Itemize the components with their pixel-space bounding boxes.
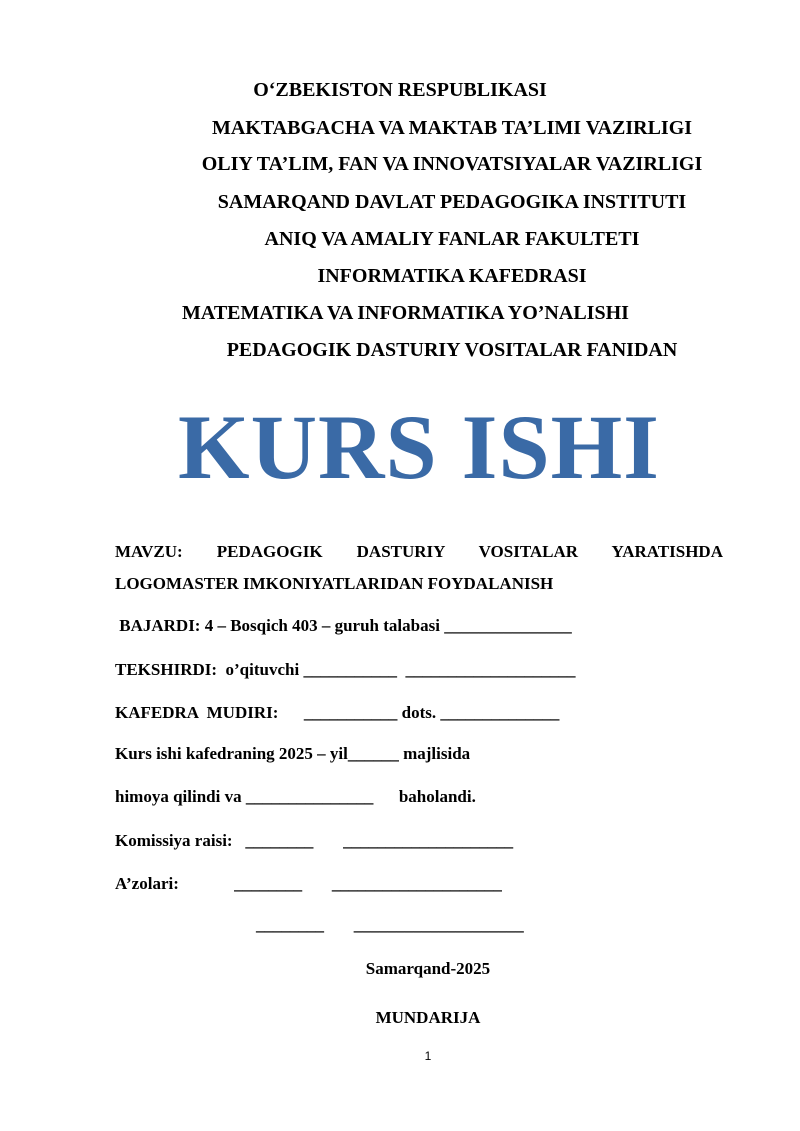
defense-line: himoya qilindi va _______________ baholandi. [115, 787, 476, 806]
header-republic: O‘ZBEKISTON RESPUBLIKASI [253, 79, 547, 101]
meeting-line: Kurs ishi kafedraning 2025 – yil______ majlisida [115, 744, 471, 763]
header-ministry-higher-ed: OLIY TA’LIM, FAN VA INNOVATSIYALAR VAZIRLIGI [201, 153, 703, 175]
members-line-2: ________ ____________________ [256, 915, 524, 934]
contents-heading: MUNDARIJA [375, 1008, 481, 1027]
members-line: A’zolari: ________ ____________________ [115, 874, 502, 893]
header-faculty: ANIQ VA AMALIY FANLAR FAKULTETI [264, 228, 640, 250]
place-year: Samarqand-2025 [365, 959, 491, 978]
document-title: KURS ISHI [178, 396, 660, 498]
topic-text: MAVZU: PEDAGOGIK DASTURIY VOSITALAR YARATISHDA LOGOMASTER IMKONIYATLARIDAN FOYDALANISH [115, 542, 723, 593]
header-subject: PEDAGOGIK DASTURIY VOSITALAR FANIDAN [226, 339, 678, 361]
checked-by-line: TEKSHIRDI: o’qituvchi ___________ ____________________ [115, 660, 576, 679]
performed-by-line: BAJARDI: 4 – Bosqich 403 – guruh talabasi _______________ [115, 616, 572, 635]
header-department: INFORMATIKA KAFEDRASI [317, 265, 587, 287]
commission-chair-line: Komissiya raisi: ________ ____________________ [115, 831, 514, 850]
page-number: 1 [424, 1049, 432, 1063]
header-ministry-preschool: MAKTABGACHA VA MAKTAB TA’LIMI VAZIRLIGI [211, 117, 693, 139]
department-head-line: KAFEDRA MUDIRI: ___________ dots. ______________ [115, 703, 560, 722]
header-specialty: MATEMATIKA VA INFORMATIKA YO’NALISHI [182, 302, 629, 324]
header-institute: SAMARQAND DAVLAT PEDAGOGIKA INSTITUTI [217, 191, 687, 213]
